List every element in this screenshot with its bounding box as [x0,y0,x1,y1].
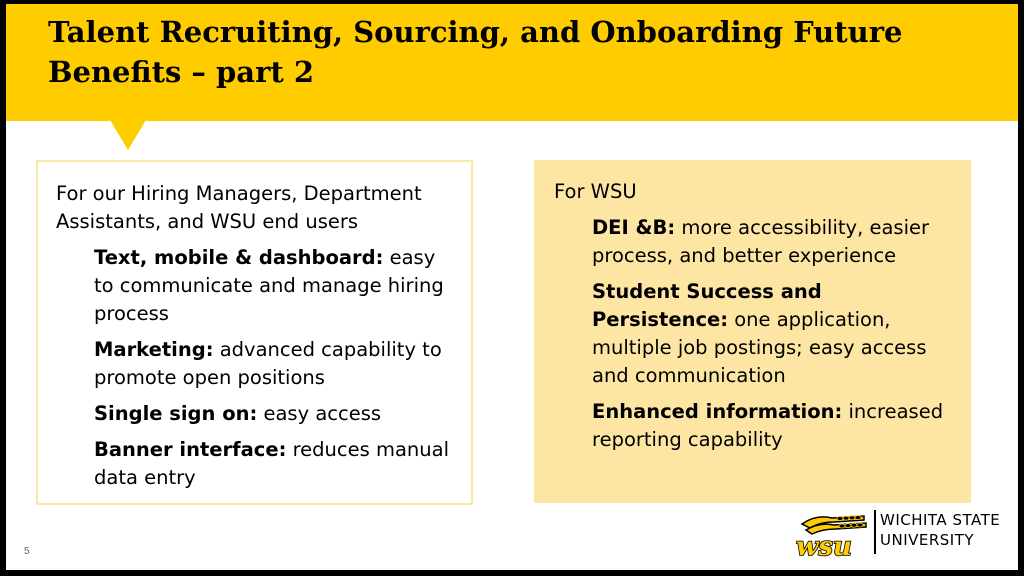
item-text: reduces manual data entry [94,438,450,489]
item-text: one application, multiple job postings; easy access and communication [592,308,927,387]
slide [6,4,1018,570]
list-item [592,214,957,270]
title-banner [6,4,1018,121]
item-text: advanced capability to promote open positions [94,338,442,389]
logo-line-1: WICHITA STATE [880,511,1001,529]
item-label: Text, mobile & dashboard: [94,246,384,269]
shocker-wheat-icon [794,510,870,558]
slide-title: Talent Recruiting, Sourcing, and Onboarding Future Benefits – part 2 [48,15,903,89]
logo-wordmark [880,510,1000,550]
wsu-box [534,160,971,503]
hiring-managers-intro: For our Hiring Managers, Department Assistants, and WSU end users [56,182,422,233]
list-item [592,398,957,454]
logo-mark-text: wsu [796,532,852,558]
item-label: Single sign on: [94,402,258,425]
logo-divider [874,510,876,554]
item-text: easy to communicate and manage hiring process [94,246,444,325]
page-number: 5 [24,546,30,557]
list-item [94,400,457,428]
list-item [94,336,457,392]
item-text: more accessibility, easier process, and better experience [592,216,930,267]
list-item [592,278,957,390]
list-item [94,436,457,492]
wichita-state-logo [794,504,1014,560]
banner-pointer [110,120,146,150]
logo-line-2: UNIVERSITY [880,531,975,549]
wsu-intro: For WSU [554,180,637,203]
item-label: Student Success and Persistence: [592,280,822,331]
list-item [94,244,457,328]
hiring-managers-list [56,244,457,492]
item-label: DEI &B: [592,216,676,239]
item-label: Marketing: [94,338,214,361]
item-text: easy access [263,402,382,425]
item-text: increased reporting capability [592,400,944,451]
item-label: Enhanced information: [592,400,843,423]
hiring-managers-box [36,160,473,505]
item-label: Banner interface: [94,438,287,461]
wsu-list [554,214,957,454]
